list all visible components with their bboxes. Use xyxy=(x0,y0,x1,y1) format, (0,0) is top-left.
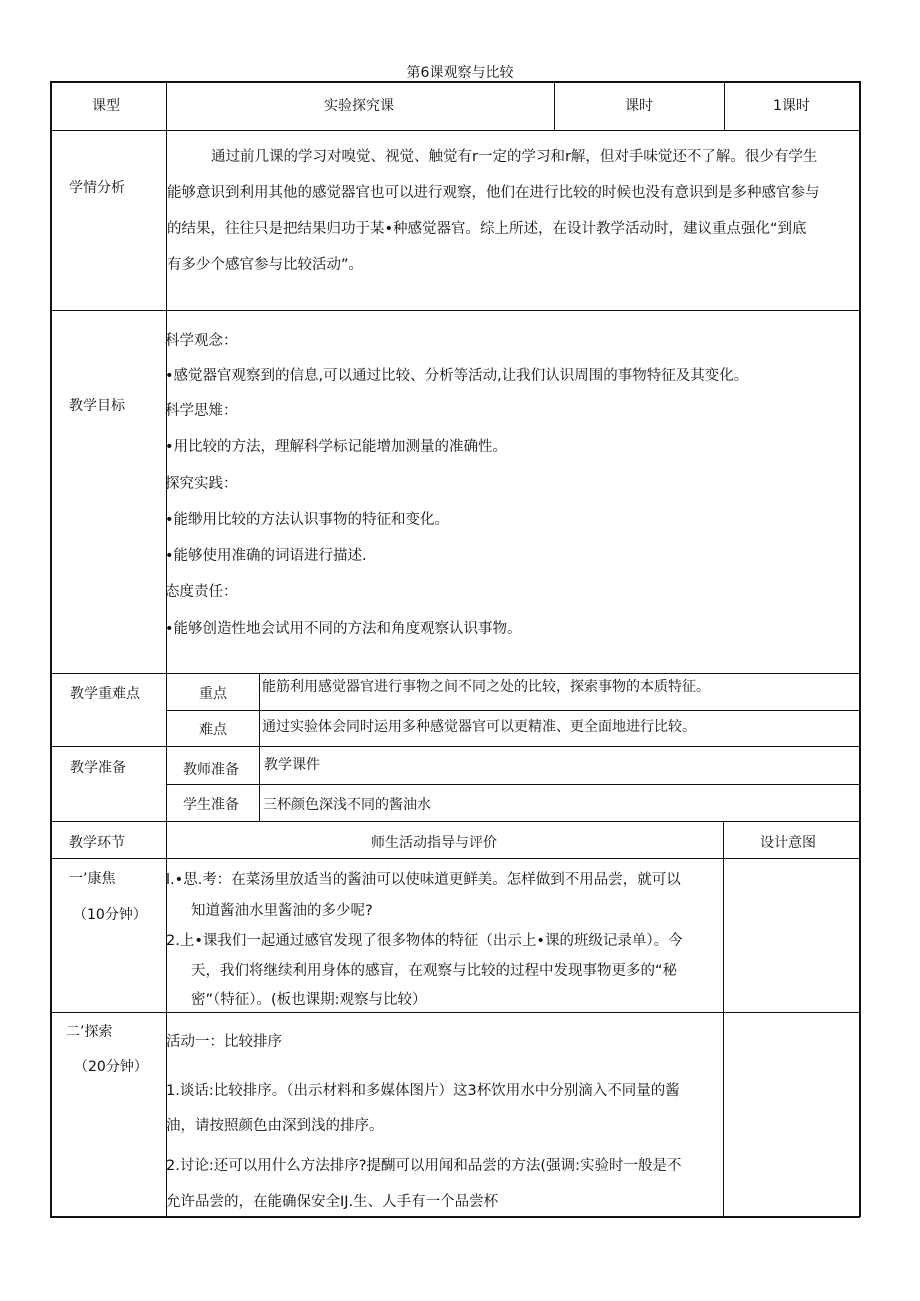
stage-header: 教学环节 xyxy=(69,835,125,851)
goals-line: •能缈用比较的方法认识事物的特征和变化。 xyxy=(165,512,450,528)
stage2-line: 2.讨论:还可以用什么方法排序?提醐可以用闻和品尝的方法(强调:实验时一般是不 xyxy=(166,1158,682,1174)
teacher-prep-label: 教师准备 xyxy=(183,762,239,778)
stage2-line: 1.谈话:比较排序。（出示材料和多媒体图片）这3杯饮用水中分别滴入不同量的酱 xyxy=(166,1083,680,1099)
goals-line: 科学思雉： xyxy=(165,403,238,419)
stage1-line: 2.上•课我们一起通过感官发现了很多物体的特征（出示上•课的班级记录单）。今 xyxy=(166,933,683,949)
analysis-line: 通过前几课的学习对嗅觉、视觉、触觉有r一定的学习和r解，但对手味觉还不了解。很少有学生 xyxy=(211,149,818,165)
stage2-time: （20分钟） xyxy=(74,1059,148,1075)
lesson-title: 第6课观察与比较 xyxy=(406,65,514,81)
difficulty-text: 通过实验体会同时运用多种感觉器官可以更精准、更全面地进行比较。 xyxy=(262,719,696,735)
activity-header: 师生活动指导与评价 xyxy=(371,835,497,851)
stage2-line: 活动一：比较排序 xyxy=(166,1034,282,1050)
stage1-time: （10分钟） xyxy=(73,907,147,923)
analysis-line: 能够意识到利用其他的感觉器官也可以进行观察，他们在进行比较的时候也没有意识到是多种感官参与 xyxy=(167,185,820,201)
stage1-line: 密”（特征）。(板也课期:观察与比较） xyxy=(191,992,427,1008)
stage1-line: 天，我们将继续利用身体的感盲，在观察与比较的过程中发现事物更多的“秘 xyxy=(191,963,678,979)
focus-label: 重点 xyxy=(199,686,227,702)
goals-line: •感觉器官观察到的信息,可以通过比较、分析等活动,让我们认识周围的事物特征及其变化。 xyxy=(165,368,749,384)
intent-header: 设计意图 xyxy=(760,835,816,851)
analysis-label: 学情分析 xyxy=(69,180,125,196)
difficulty-label: 难点 xyxy=(199,722,227,738)
stage1-line: l.•思.考：在菜汤里放适当的酱油可以使味道更鲜美。怎样做到不用品尝，就可以 xyxy=(166,872,681,888)
stage2-line: 油，请按照颜色由深到浅的排序。 xyxy=(166,1118,384,1134)
analysis-line: 有多少个感官参与比较活动”。 xyxy=(167,257,364,273)
goals-line: 探究实践： xyxy=(165,476,238,492)
goals-line: •能够使用准确的词语进行描述. xyxy=(165,548,367,564)
goals-line: •能够创造性地会试用不同的方法和角度观察认识事物。 xyxy=(165,621,522,637)
goals-line: 态度责任： xyxy=(165,584,238,600)
goals-line: •用比较的方法，理解科学标记能增加测量的准确性。 xyxy=(165,439,508,455)
teacher-prep-text: 教学课件 xyxy=(264,757,320,773)
stage2-name: 二’探索 xyxy=(66,1024,113,1040)
student-prep-text: 三杯颜色深浅不同的酱油水 xyxy=(263,797,431,813)
goals-label: 教学目标 xyxy=(69,398,125,414)
hours-label: 课时 xyxy=(625,98,653,114)
focus-text: 能筋利用感觉器官进行事物之间不同之处的比较，探索事物的本质特征。 xyxy=(262,679,710,695)
key-points-label: 教学重难点 xyxy=(70,686,140,702)
hours-value: 1课时 xyxy=(773,98,810,114)
student-prep-label: 学生准备 xyxy=(183,797,239,813)
goals-line: 科学观念： xyxy=(165,333,238,349)
stage1-line: 知道酱油水里酱油的多少呢? xyxy=(191,903,373,919)
stage1-name: 一’康焦 xyxy=(69,871,116,887)
preparation-label: 教学准备 xyxy=(70,760,126,776)
type-label: 课型 xyxy=(92,98,120,114)
stage2-line: 允许品尝的，在能确保安全IJ.生、人手有一个品尝杯 xyxy=(166,1194,499,1210)
analysis-line: 的结果，往往只是把结果归功于某•种感觉器官。综上所述，在设计教学活动时，建议重点强化“到底 xyxy=(167,221,807,237)
type-value: 实验探究课 xyxy=(324,98,394,114)
